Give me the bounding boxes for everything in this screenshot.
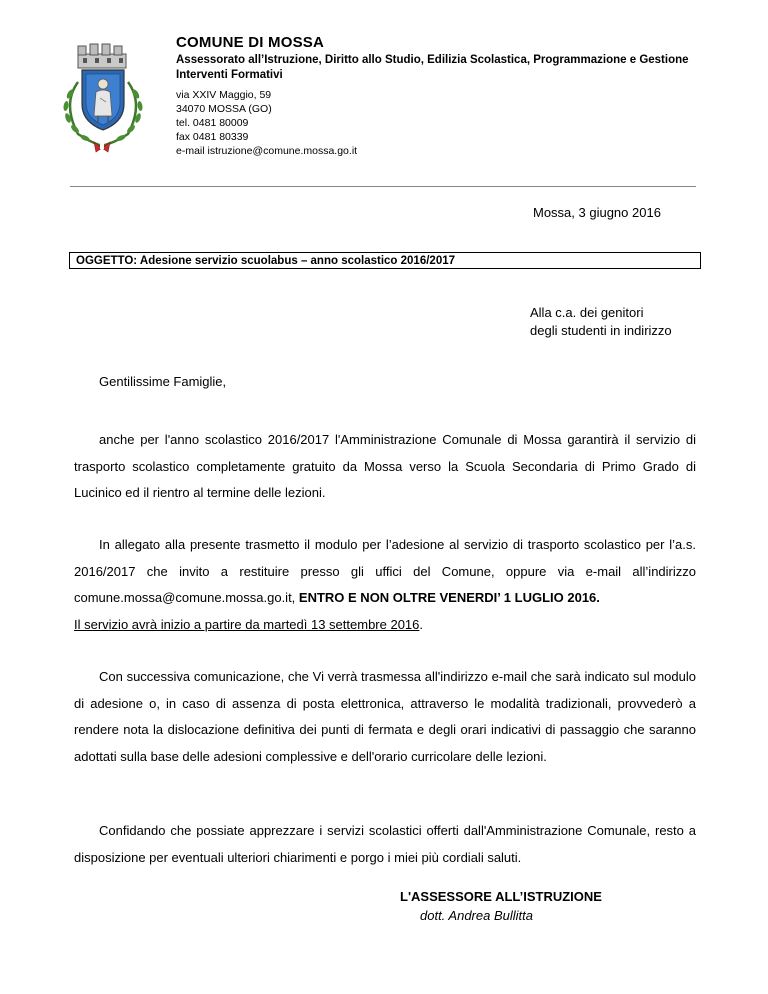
signatory-name: dott. Andrea Bullitta xyxy=(420,908,533,923)
addressee-line-1: Alla c.a. dei genitori xyxy=(530,305,644,320)
paragraph-4-text: Confidando che possiate apprezzare i servizi scolastici offerti dall'Amministrazione Comunale, resto a disposizione per eventuali ulteriori chiarimenti e porgo i miei più cordiali saluti. xyxy=(74,823,696,865)
paragraph-2-end: . xyxy=(419,616,424,632)
service-start-text: Il servizio avrà inizio a partire da martedì 13 settembre 2016 xyxy=(74,616,420,632)
municipality-title: COMUNE DI MOSSA xyxy=(176,34,325,51)
paragraph-1 xyxy=(74,427,696,507)
deadline-text: ENTRO E NON OLTRE VENERDI’ 1 LUGLIO 2016. xyxy=(298,590,600,605)
paragraph-2-main: In allegato alla presente trasmetto il modulo per l’adesione al servizio di trasporto scolastico per l’a.s. 2016/2017 che invito a restituire presso gli uffici del Comune, oppure via e-mail all’indirizzo comune.mossa@comune.mossa.go.it, xyxy=(74,537,696,605)
paragraph-4 xyxy=(74,818,696,871)
municipal-coat-of-arms-icon xyxy=(44,42,160,154)
subject-box: OGGETTO: Adesione servizio scuolabus – anno scolastico 2016/2017 xyxy=(69,252,701,269)
paragraph-2-text xyxy=(74,532,696,638)
paragraph-1-text: anche per l'anno scolastico 2016/2017 l'Amministrazione Comunale di Mossa garantirà il servizio di trasporto scolastico completamente gratuito da Mossa verso la Scuola Secondaria di Primo Grado di Lucinico ed il rientro al termine delle lezioni. xyxy=(74,432,696,500)
paragraph-2 xyxy=(74,532,696,638)
address-block xyxy=(176,88,357,158)
greeting: Gentilissime Famiglie, xyxy=(99,374,227,389)
department-name: Assessorato all’Istruzione, Diritto allo Studio, Edilizia Scolastica, Programmazione e Gestione Interventi Formativi xyxy=(176,54,689,81)
signatory-role: L'ASSESSORE ALL’ISTRUZIONE xyxy=(400,889,602,904)
paragraph-3 xyxy=(74,664,696,770)
paragraph-3-text: Con successiva comunicazione, che Vi verrà trasmessa all'indirizzo e-mail che sarà indicato sul modulo di adesione o, in caso di assenza di posta elettronica, attraverso le modalità tradizionali, provvederò a rendere nota la dislocazione definitiva dei punti di fermata e degli orari indicativi di passaggio che saranno adottati sulla base delle adesioni complessive e dell'orario curricolare delle lezioni. xyxy=(74,669,696,764)
address-phone: tel. 0481 80009 xyxy=(176,117,249,129)
addressee-block xyxy=(530,304,672,340)
address-postal: 34070 MOSSA (GO) xyxy=(176,103,272,115)
address-fax: fax 0481 80339 xyxy=(176,131,249,143)
header-divider xyxy=(70,186,696,187)
letter-date: Mossa, 3 giugno 2016 xyxy=(533,205,661,220)
addressee-line-2: degli studenti in indirizzo xyxy=(530,323,672,338)
address-street: via XXIV Maggio, 59 xyxy=(176,89,272,101)
address-email: e-mail istruzione@comune.mossa.go.it xyxy=(176,145,358,157)
